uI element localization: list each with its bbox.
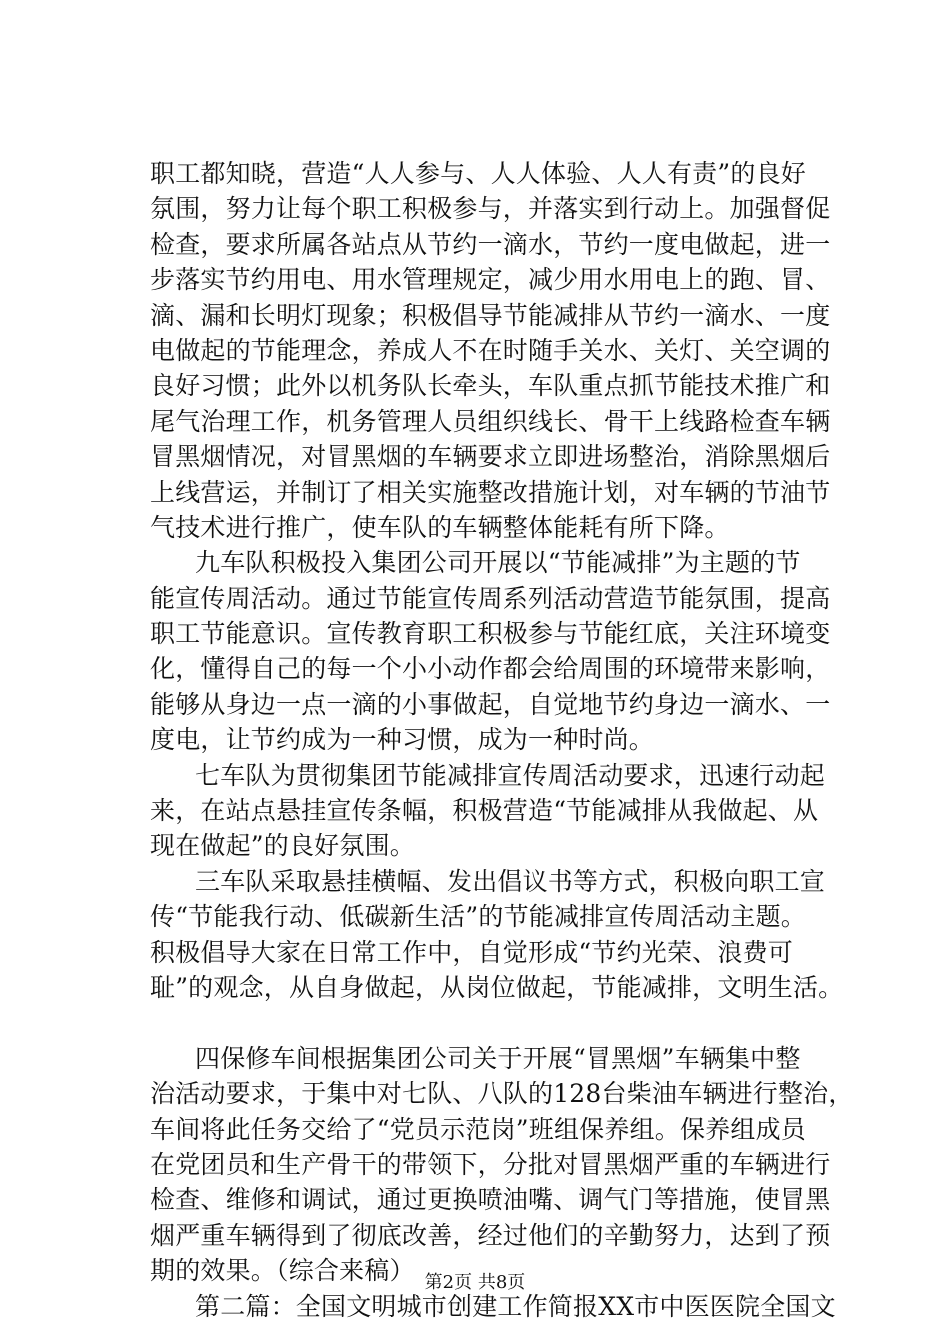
paragraph-6-line: 在党团员和生产骨干的带领下，分批对冒黑烟严重的车辆进行 bbox=[150, 1149, 831, 1179]
paragraph-1-line: 良好习惯；此外以机务队长牵头，车队重点抓节能技术推广和 bbox=[150, 371, 831, 401]
paragraph-2-line: 能宣传周活动。通过节能宣传周系列活动营造节能氛围，提高 bbox=[150, 583, 831, 613]
paragraph-1-line: 滴、漏和长明灯现象；积极倡导节能减排从节约一滴水、一度 bbox=[150, 300, 831, 330]
paragraph-2-line: 职工节能意识。宣传教育职工积极参与节能红底，关注环境变 bbox=[150, 619, 831, 649]
paragraph-1-line: 职工都知晓，营造“人人参与、人人体验、人人有责”的良好 bbox=[150, 159, 806, 188]
paragraph-1-line: 上线营运，并制订了相关实施整改措施计划，对车辆的节油节 bbox=[150, 477, 831, 507]
paragraph-2-line: 能够从身边一点一滴的小事做起，自觉地节约身边一滴水、一 bbox=[150, 689, 831, 719]
paragraph-3-line: 来，在站点悬挂宣传条幅，积极营造“节能减排从我做起、从 bbox=[150, 796, 819, 826]
paragraph-2-line: 化，懂得自己的每一个小小动作都会给周围的环境带来影响， bbox=[150, 654, 831, 684]
paragraph-7-line: 第二篇：全国文明城市创建工作简报XX市中医医院全国文 bbox=[195, 1291, 836, 1321]
page-number-footer: 第2页 共8页 bbox=[424, 1272, 526, 1293]
paragraph-1-line: 检查，要求所属各站点从节约一滴水，节约一度电做起，进一 bbox=[150, 229, 831, 259]
paragraph-4-line: 三车队采取悬挂横幅、发出倡议书等方式，积极向职工宣 bbox=[195, 866, 826, 896]
paragraph-2-line: 九车队积极投入集团公司开展以“节能减排”为主题的节 bbox=[195, 548, 801, 578]
paragraph-3-line: 现在做起”的良好氛围。 bbox=[150, 831, 415, 861]
paragraph-1-line: 气技术进行推广，使车队的车辆整体能耗有所下降。 bbox=[150, 512, 730, 542]
paragraph-1-line: 尾气治理工作，机务管理人员组织线长、骨干上线路检查车辆 bbox=[150, 406, 831, 436]
paragraph-6-line: 车间将此任务交给了“党员示范岗”班组保养组。保养组成员 bbox=[150, 1114, 806, 1144]
paragraph-6-line: 期的效果。（综合来稿） bbox=[150, 1256, 415, 1286]
paragraph-1-line: 电做起的节能理念，养成人不在时随手关水、关灯、关空调的 bbox=[150, 335, 831, 365]
document-body bbox=[150, 156, 854, 1324]
paragraph-6-line: 烟严重车辆得到了彻底改善，经过他们的辛勤努力，达到了预 bbox=[150, 1220, 831, 1250]
paragraph-3-line: 七车队为贯彻集团节能减排宣传周活动要求，迅速行动起 bbox=[195, 760, 826, 790]
paragraph-2-line: 度电，让节约成为一种习惯，成为一种时尚。 bbox=[150, 725, 655, 755]
paragraph-1-line: 冒黑烟情况，对冒黑烟的车辆要求立即进场整治，消除黑烟后 bbox=[150, 442, 831, 472]
blank-line bbox=[150, 1005, 830, 1040]
paragraph-6-line: 检查、维修和调试，通过更换喷油嘴、调气门等措施，使冒黑 bbox=[150, 1185, 831, 1215]
paragraph-4-line: 传“节能我行动、低碳新生活”的节能减排宣传周活动主题。 bbox=[150, 902, 806, 932]
paragraph-4-line: 耻”的观念，从自身做起，从岗位做起，节能减排，文明生活。 bbox=[150, 972, 844, 1002]
paragraph-6-line: 治活动要求，于集中对七队、八队的128台柴油车辆进行整治， bbox=[150, 1079, 854, 1109]
paragraph-1-line: 步落实节约用电、用水管理规定，减少用水用电上的跑、冒、 bbox=[150, 265, 831, 295]
paragraph-6-line: 四保修车间根据集团公司关于开展“冒黑烟”车辆集中整 bbox=[195, 1043, 801, 1073]
paragraph-1-line: 氛围，努力让每个职工积极参与，并落实到行动上。加强督促 bbox=[150, 194, 831, 224]
paragraph-4-line: 积极倡导大家在日常工作中，自觉形成“节约光荣、浪费可 bbox=[150, 937, 793, 967]
